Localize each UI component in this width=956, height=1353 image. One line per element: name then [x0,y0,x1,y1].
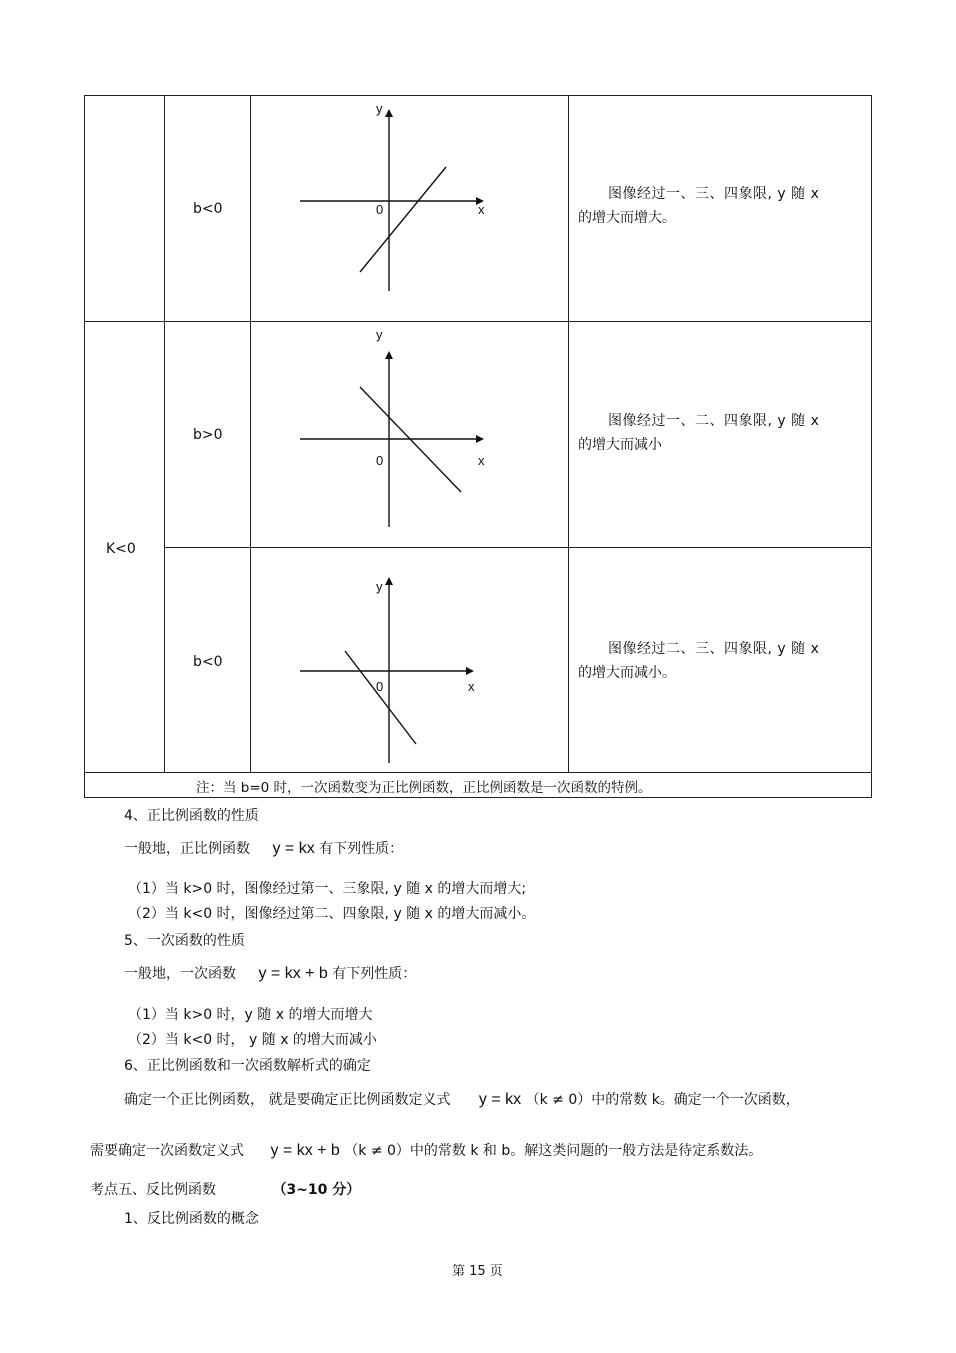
origin-label: 0 [376,453,384,468]
property-item: （1）当 k>0 时，图像经过第一、三象限, y 随 x 的增大而增大; [128,881,527,897]
paragraph-text: （k ≠ 0）中的常数 k。确定一个一次函数， [525,1092,800,1108]
b-condition-label: b>0 [193,427,223,443]
property-item: （2）当 k<0 时，图像经过第二、四象限, y 随 x 的增大而减小。 [128,906,536,922]
section-5-title: 5、一次函数的性质 [124,933,245,949]
section-6-line-1 [124,1089,800,1109]
kaodian-heading [90,1179,360,1199]
y-axis-label: y [376,327,383,342]
section-4-title: 4、正比例函数的性质 [124,808,259,824]
paragraph-text: 确定一个正比例函数， 就是要确定正比例函数定义式 [124,1092,451,1108]
row-description [578,182,868,230]
property-item: （1）当 k>0 时，y 随 x 的增大而增大 [128,1007,373,1023]
description-line: 图像经过一、二、四象限, y 随 x [608,413,820,429]
y-axis-label: y [376,579,383,594]
b-condition-label: b<0 [193,654,223,670]
intro-text: 有下列性质： [332,966,417,982]
description-line: 图像经过二、三、四象限, y 随 x [608,641,820,657]
description-line: 图像经过一、三、四象限, y 随 x [608,186,820,202]
table-col-divider [568,95,569,772]
table-border-bottom [84,797,872,798]
line-graph-2 [250,321,568,547]
description-line: 的增大而减小。 [578,665,676,681]
section-6-title: 6、正比例函数和一次函数解析式的确定 [124,1058,371,1074]
intro-text: 一般地，正比例函数 [124,841,250,857]
row-description [578,409,868,457]
formula: y = kx [478,1091,522,1108]
section-4-intro [124,838,403,858]
origin-label: 0 [376,202,384,217]
line-graph-3 [250,547,568,772]
y-axis-label: y [376,101,383,116]
paragraph-text: （k ≠ 0）中的常数 k 和 b。解这类问题的一般方法是待定系数法。 [344,1143,763,1159]
kaodian-item: 1、反比例函数的概念 [124,1211,259,1227]
line-graph-1 [250,95,568,321]
formula: y = kx + b [270,1142,340,1159]
table-note: 注：当 b=0 时，一次函数变为正比例函数，正比例函数是一次函数的特例。 [196,780,652,796]
x-axis-label: x [478,202,485,217]
table-row-divider [84,772,872,773]
x-axis-label: x [468,679,475,694]
k-condition-label: K<0 [106,541,136,557]
table-border-right [871,95,872,798]
kaodian-title: 考点五、反比例函数 [90,1182,216,1198]
intro-text: 一般地，一次函数 [124,966,236,982]
formula: y = kx + b [258,965,328,982]
page-number: 第 15 页 [452,1264,503,1279]
row-description [578,637,868,685]
description-line: 的增大而减小 [578,437,662,453]
property-item: （2）当 k<0 时， y 随 x 的增大而减小 [128,1032,377,1048]
table-col-divider [164,95,165,772]
origin-label: 0 [376,679,384,694]
formula: y = kx [272,840,315,857]
table-border-left [84,95,85,798]
intro-text: 有下列性质： [319,841,404,857]
x-axis-label: x [478,453,485,468]
description-line: 的增大而增大。 [578,210,676,226]
paragraph-text: 需要确定一次函数定义式 [90,1143,244,1159]
b-condition-label: b<0 [193,201,223,217]
kaodian-score: （3~10 分） [272,1182,361,1198]
section-5-intro [124,963,416,983]
section-6-line-2 [90,1140,762,1160]
